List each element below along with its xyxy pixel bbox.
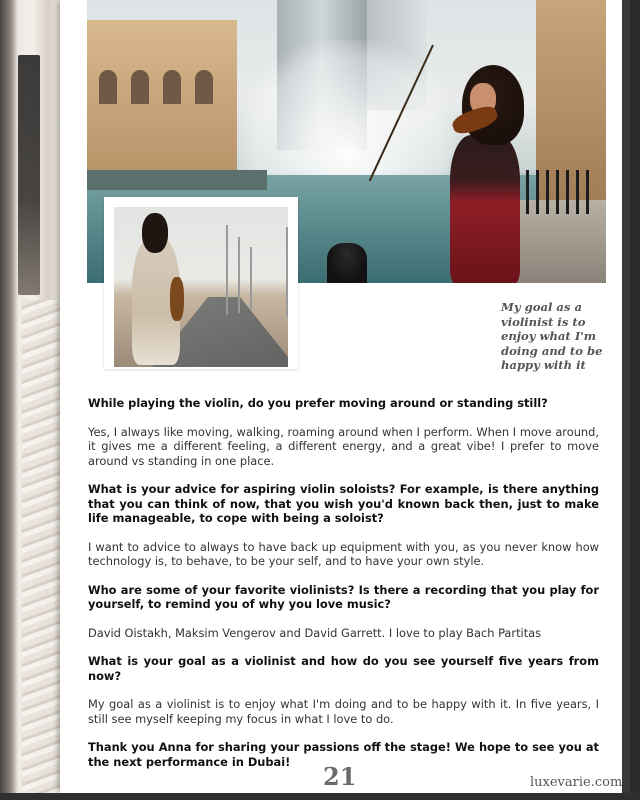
question: What is your goal as a violinist and how do you see yourself five years from now? [88,654,599,683]
photo-palace-building [87,20,237,170]
magazine-page [60,0,622,793]
site-url: luxevarie.com [530,775,622,790]
bottom-edge [0,793,640,800]
interview-text [88,396,599,783]
previous-page-edge [0,0,60,800]
photo-light-pole [226,225,228,315]
previous-page-photo-lace [22,300,60,800]
photo-arch [131,70,149,104]
photo-light-pole [250,247,252,311]
photo-dark-hair [142,213,168,253]
question: What is your advice for aspiring violin soloists? For example, is there anything that you can think of now, that you wish you'd known back then, just to make life manageable, to cope with being a soloist? [88,482,599,525]
question: Who are some of your favorite violinists? Is there a recording that you play for yourself, to remind you of why you love music? [88,582,599,611]
photo-light-pole [238,237,240,313]
violinist-road-photo [114,207,288,367]
photo-arch [163,70,181,104]
photo-light-pole [286,227,288,317]
answer: Yes, I always like moving, walking, roaming around when I perform. When I move around, it gives me a different feeling, a different energy, and a great vibe! I prefer to move around vs standing in one place. [88,424,599,468]
answer: David Oistakh, Maksim Vengerov and David Garrett. I love to play Bach Partitas [88,625,542,640]
violinist-road-photo-frame [104,197,298,369]
closing-message: Thank you Anna for sharing your passions off the stage! We hope to see you at the next performance in Dubai! [88,740,599,769]
photo-violinist-figure [432,65,527,283]
photo-violin [170,277,184,321]
page-edge-right [630,0,640,800]
previous-page-photo-dark [18,55,40,295]
photo-ledge [87,170,267,190]
photo-arch [195,70,213,104]
answer: I want to advice to always to have back up equipment with you, as you never know how technology is, to behave, to be your self, and to have your own style. [88,539,599,568]
pull-quote: My goal as a violinist is to enjoy what I'm doing and to be happy with it [501,300,603,372]
photo-red-lace-dress [450,135,520,283]
question: While playing the violin, do you prefer moving around or standing still? [88,396,548,410]
photo-arch [99,70,117,104]
answer: My goal as a violinist is to enjoy what I'm doing and to be happy with it. In five years, I still see myself keeping my focus in what I love to do. [88,697,599,726]
photo-bollard [327,243,367,283]
page-number: 21 [323,762,357,791]
